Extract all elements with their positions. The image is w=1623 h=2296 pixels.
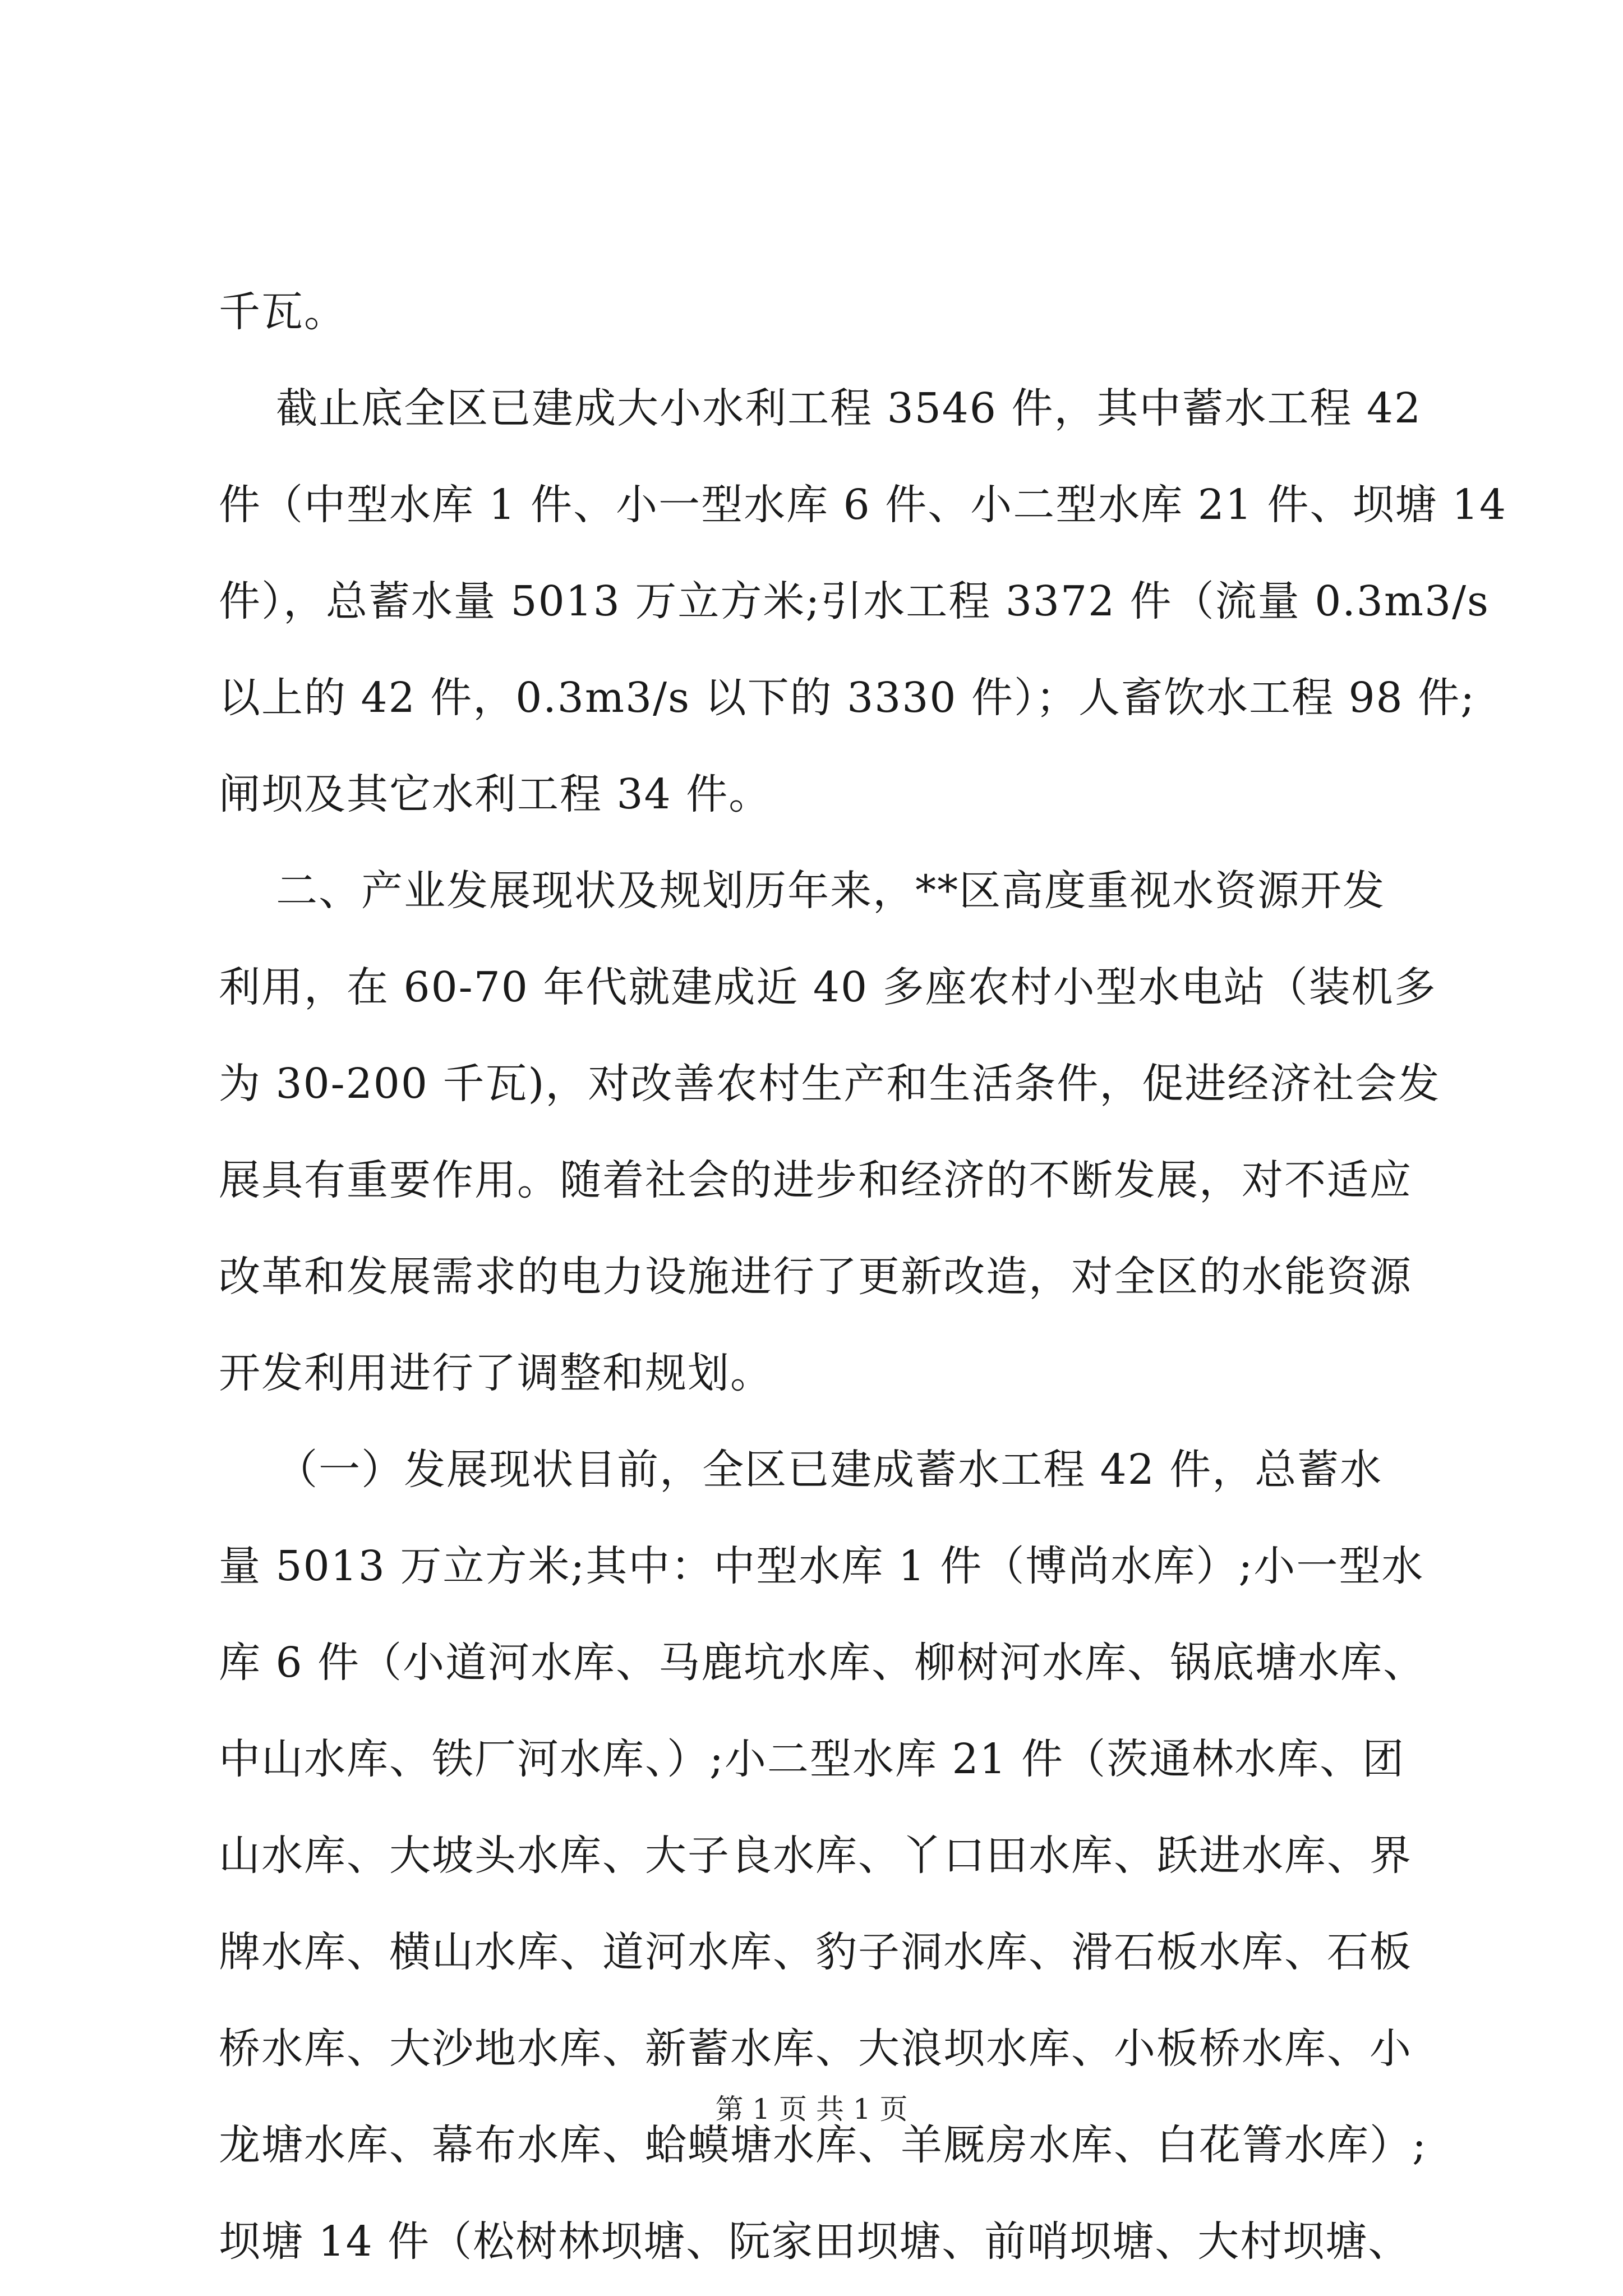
text-line: 坝塘 14 件（松树林坝塘、阮家田坝塘、前哨坝塘、大村坝塘、 bbox=[219, 2217, 1411, 2266]
text-line: 件（中型水库 1 件、小一型水库 6 件、小二型水库 21 件、坝塘 14 bbox=[219, 481, 1507, 529]
text-line: 开发利用进行了调整和规划。 bbox=[219, 1349, 773, 1397]
text-line: 展具有重要作用。随着社会的进步和经济的不断发展，对不适应 bbox=[219, 1156, 1412, 1204]
body-text bbox=[219, 264, 1507, 2290]
text-line: 截止底全区已建成大小水利工程 3546 件，其中蓄水工程 42 bbox=[219, 384, 1422, 432]
text-line: 库 6 件（小道河水库、马鹿坑水库、柳树河水库、锅底塘水库、 bbox=[219, 1639, 1426, 1687]
text-line: 中山水库、铁厂河水库、）;小二型水库 21 件（茨通林水库、团 bbox=[219, 1735, 1405, 1783]
text-line: （一）发展现状目前，全区已建成蓄水工程 42 件，总蓄水 bbox=[219, 1446, 1383, 1494]
text-line: 牌水库、横山水库、道河水库、豹子洞水库、滑石板水库、石板 bbox=[219, 1928, 1412, 1976]
text-line: 以上的 42 件，0.3m3/s 以下的 3330 件）；人畜饮水工程 98 件; bbox=[219, 674, 1476, 722]
text-line: 二、产业发展现状及规划历年来，**区高度重视水资源开发 bbox=[219, 867, 1386, 915]
page-footer: 第 1 页 共 1 页 bbox=[715, 2093, 908, 2125]
text-line: 山水库、大坡头水库、大子良水库、丫口田水库、跃进水库、界 bbox=[219, 1832, 1412, 1880]
text-line: 龙塘水库、幕布水库、蛤蟆塘水库、羊厩房水库、白花箐水库）; bbox=[219, 2121, 1427, 2169]
text-line: 量 5013 万立方米;其中：中型水库 1 件（博尚水库）;小一型水 bbox=[219, 1542, 1424, 1590]
text-line: 千瓦。 bbox=[219, 288, 347, 336]
text-line: 改革和发展需求的电力设施进行了更新改造，对全区的水能资源 bbox=[219, 1253, 1412, 1301]
text-line: 桥水库、大沙地水库、新蓄水库、大浪坝水库、小板桥水库、小 bbox=[219, 2024, 1412, 2073]
text-line: 件），总蓄水量 5013 万立方米;引水工程 3372 件（流量 0.3m3/s bbox=[219, 577, 1490, 625]
text-line: 为 30-200 千瓦)，对改善农村生产和生活条件，促进经济社会发 bbox=[219, 1060, 1441, 1108]
text-line: 利用，在 60-70 年代就建成近 40 多座农村小型水电站（装机多 bbox=[219, 963, 1437, 1011]
text-line: 闸坝及其它水利工程 34 件。 bbox=[219, 770, 772, 818]
